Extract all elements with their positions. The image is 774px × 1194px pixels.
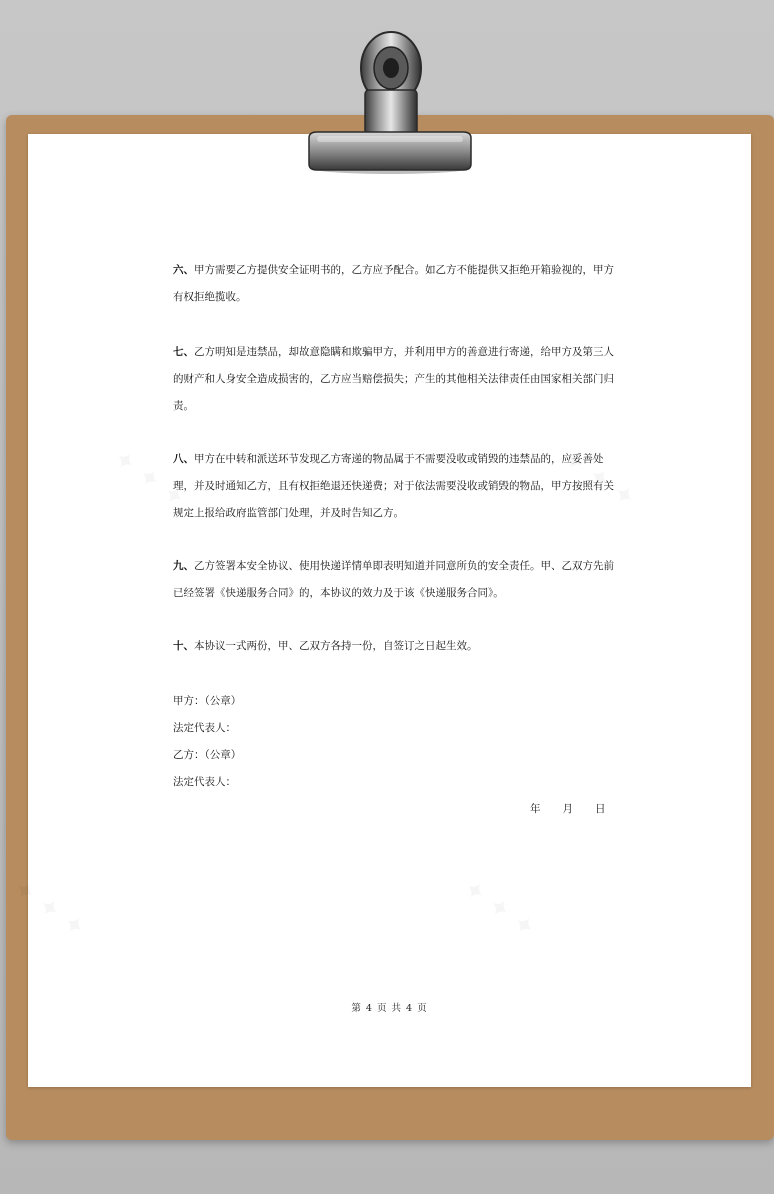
clause-text: 甲方在中转和派送环节发现乙方寄递的物品属于不需要没收或销毁的违禁品的，应妥善处理，并及时通知乙方，且有权拒绝退还快递费；对于依法需要没收或销毁的物品，甲方按照有关规定上报给政府监管部门处理，并及时告知乙方。 [173, 453, 614, 519]
clause-text: 甲方需要乙方提供安全证明书的，乙方应予配合。如乙方不能提供又拒绝开箱验视的，甲方有权拒绝揽收。 [173, 264, 614, 303]
clause-10 [173, 633, 618, 660]
clause-8 [173, 446, 618, 527]
clause-number: 七、 [173, 346, 194, 358]
clause-number: 十、 [173, 640, 194, 652]
clause-text: 本协议一式两份，甲、乙双方各持一份，自签订之日起生效。 [194, 640, 478, 652]
clause-number: 九、 [173, 560, 194, 572]
binder-clip-icon [307, 28, 473, 176]
clause-number: 六、 [173, 264, 194, 276]
date-month: 月 [562, 803, 573, 815]
party-b-seal: 乙方：（公章） [173, 749, 242, 761]
clause-6 [173, 257, 618, 311]
page-footer: 第 4 页 共 4 页 [351, 1003, 428, 1014]
date-year: 年 [530, 803, 541, 815]
clause-text: 乙方签署本安全协议、使用快递详情单即表明知道并同意所负的安全责任。甲、乙双方先前已经签署《快递服务合同》的，本协议的效力及于该《快递服务合同》。 [173, 560, 614, 599]
party-a-seal: 甲方：（公章） [173, 695, 242, 707]
clause-number: 八、 [173, 453, 194, 465]
date-day: 日 [595, 803, 606, 815]
party-a-representative: 法定代表人： [173, 722, 236, 734]
party-b-representative: 法定代表人： [173, 776, 236, 788]
watermark [457, 873, 541, 945]
clause-9 [173, 553, 618, 607]
signing-date [530, 801, 606, 816]
clause-text: 乙方明知是违禁品，却故意隐瞒和欺骗甲方，并利用甲方的善意进行寄递，给甲方及第三人的财产和人身安全造成损害的，乙方应当赔偿损失；产生的其他相关法律责任由国家相关部门归责。 [173, 346, 614, 412]
document-page [28, 134, 751, 1087]
clause-7 [173, 339, 618, 420]
